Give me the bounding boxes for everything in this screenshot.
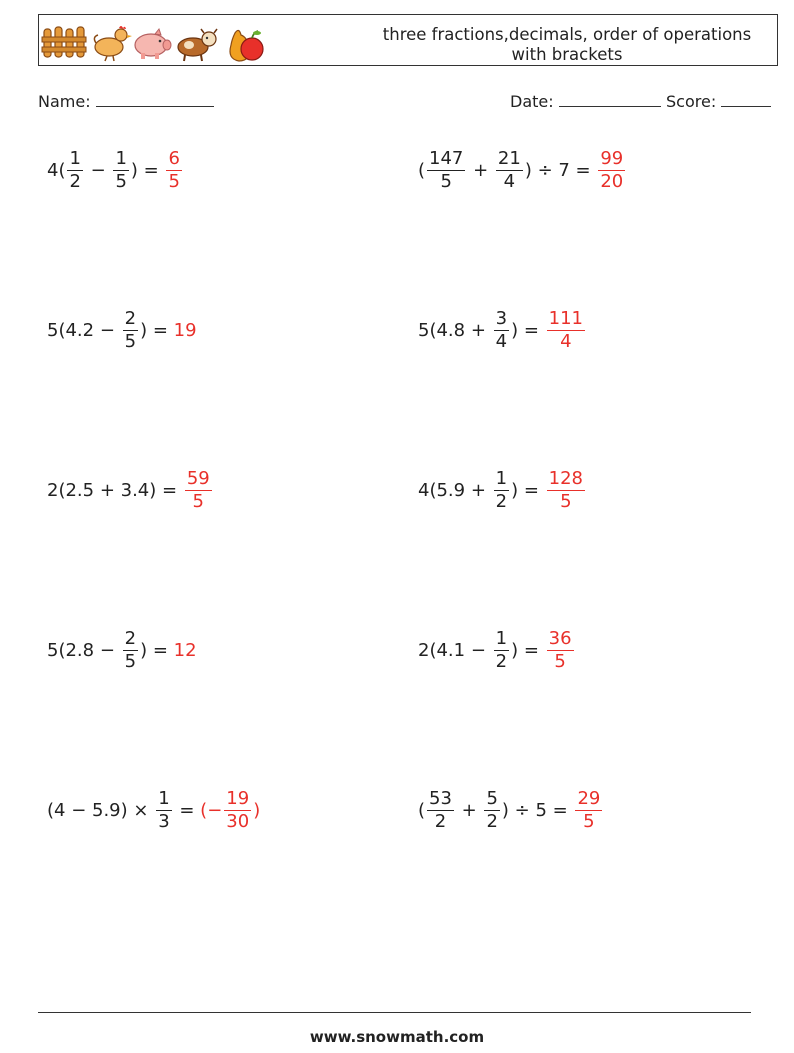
title-line-1: three fractions,decimals, order of operations — [382, 25, 752, 44]
fraction — [427, 148, 465, 193]
fraction — [484, 788, 499, 833]
fraction — [156, 788, 171, 833]
answer-fraction — [166, 148, 181, 193]
fraction — [427, 788, 454, 833]
denominator: 5 — [560, 490, 572, 512]
fruit-icon — [230, 30, 263, 61]
fraction — [123, 628, 138, 673]
problem-2 — [418, 140, 627, 200]
problem-1 — [47, 140, 184, 200]
denominator: 5 — [583, 810, 595, 832]
denominator: 5 — [168, 170, 180, 192]
numerator: 5 — [486, 787, 498, 809]
numerator: 2 — [124, 627, 137, 649]
footer-site[interactable]: www.snowmath.com — [309, 1028, 485, 1046]
numerator: 111 — [548, 307, 584, 329]
date-label: Date: — [510, 92, 554, 111]
denominator: 5 — [554, 650, 566, 672]
expr-text: ( — [418, 159, 426, 181]
fence-icon — [42, 27, 86, 57]
date-blank[interactable] — [559, 92, 661, 107]
expr-text: ) = — [140, 319, 174, 341]
cow-icon — [178, 29, 217, 61]
denominator: 2 — [434, 810, 447, 832]
footer-divider — [38, 1012, 751, 1013]
denominator: 2 — [69, 170, 81, 192]
numerator: 3 — [495, 307, 508, 329]
answer-value: 12 — [173, 639, 197, 661]
numerator: 1 — [158, 787, 170, 809]
header-icons — [41, 19, 266, 63]
denominator: 4 — [560, 330, 572, 352]
numerator: 19 — [226, 787, 250, 809]
denominator: 4 — [503, 170, 516, 192]
denominator: 2 — [495, 650, 508, 672]
expr-text: ) = — [511, 639, 545, 661]
worksheet-header — [38, 14, 778, 66]
answer-fraction — [547, 628, 574, 673]
answer-open-paren: (− — [200, 799, 223, 821]
numerator: 53 — [429, 787, 452, 809]
worksheet-title — [367, 25, 767, 65]
expr-text: ) = — [130, 159, 165, 181]
answer-fraction — [598, 148, 625, 193]
expr-text: = — [173, 799, 201, 821]
score-label: Score: — [666, 92, 717, 111]
problem-6 — [418, 460, 587, 520]
denominator: 2 — [495, 490, 508, 512]
numerator: 128 — [548, 467, 584, 489]
chicken-icon — [94, 26, 132, 61]
score-blank[interactable] — [721, 92, 771, 107]
expr-text: ) ÷ 5 = — [501, 799, 574, 821]
expr-text: ( — [418, 799, 426, 821]
numerator: 29 — [577, 787, 601, 809]
answer-fraction — [547, 468, 585, 513]
expr-text: 5(4.8 + — [418, 319, 492, 341]
problem-7 — [47, 620, 197, 680]
denominator: 5 — [124, 650, 137, 672]
expr-text: ) = — [511, 479, 545, 501]
denominator: 3 — [158, 810, 170, 832]
expr-text: 5(4.2 − — [47, 319, 121, 341]
denominator: 5 — [124, 330, 137, 352]
denominator: 2 — [486, 810, 498, 832]
fraction — [496, 148, 523, 193]
title-line-2: with brackets — [511, 45, 623, 64]
expr-text: 4(5.9 + — [418, 479, 492, 501]
operator: + — [455, 799, 483, 821]
operator: − — [84, 159, 112, 181]
name-blank[interactable] — [96, 92, 214, 107]
answer-fraction — [224, 788, 251, 833]
expr-text: ) = — [511, 319, 545, 341]
expr-text: 5(2.8 − — [47, 639, 121, 661]
numerator: 6 — [168, 147, 180, 169]
name-label: Name: — [38, 92, 91, 111]
answer-fraction — [575, 788, 602, 833]
denominator: 5 — [115, 170, 127, 192]
operator: + — [467, 159, 494, 181]
numerator: 2 — [124, 307, 137, 329]
problem-9 — [47, 780, 260, 840]
score-field[interactable] — [666, 92, 771, 111]
answer-fraction — [547, 308, 585, 353]
fraction — [67, 148, 82, 193]
numerator: 1 — [495, 627, 508, 649]
expr-text: ) = — [140, 639, 174, 661]
problem-10 — [418, 780, 604, 840]
expr-text: 2(4.1 − — [418, 639, 492, 661]
numerator: 1 — [69, 147, 81, 169]
numerator: 1 — [115, 147, 127, 169]
numerator: 21 — [497, 147, 521, 169]
expr-text: 2(2.5 + 3.4) = — [47, 479, 183, 501]
name-field[interactable] — [38, 92, 214, 111]
denominator: 4 — [495, 330, 508, 352]
fraction — [494, 628, 509, 673]
pig-icon — [135, 29, 171, 59]
fraction — [494, 468, 509, 513]
answer-value: 19 — [173, 319, 197, 341]
denominator: 5 — [192, 490, 204, 512]
fraction — [113, 148, 128, 193]
numerator: 1 — [495, 467, 508, 489]
problem-3 — [47, 300, 197, 360]
expr-text: ) ÷ 7 = — [524, 159, 597, 181]
answer-close-paren: ) — [253, 799, 261, 821]
date-field[interactable] — [510, 92, 661, 111]
problem-5 — [47, 460, 214, 520]
expr-text: (4 − 5.9) × — [47, 799, 155, 821]
numerator: 36 — [548, 627, 572, 649]
problem-4 — [418, 300, 587, 360]
denominator: 20 — [600, 170, 624, 192]
fraction — [123, 308, 138, 353]
denominator: 30 — [226, 810, 250, 832]
problem-8 — [418, 620, 576, 680]
fraction — [494, 308, 509, 353]
numerator: 59 — [186, 467, 210, 489]
numerator: 99 — [600, 147, 624, 169]
numerator: 147 — [429, 147, 464, 169]
answer-fraction — [185, 468, 212, 513]
denominator: 5 — [440, 170, 452, 192]
expr-text: 4( — [47, 159, 66, 181]
